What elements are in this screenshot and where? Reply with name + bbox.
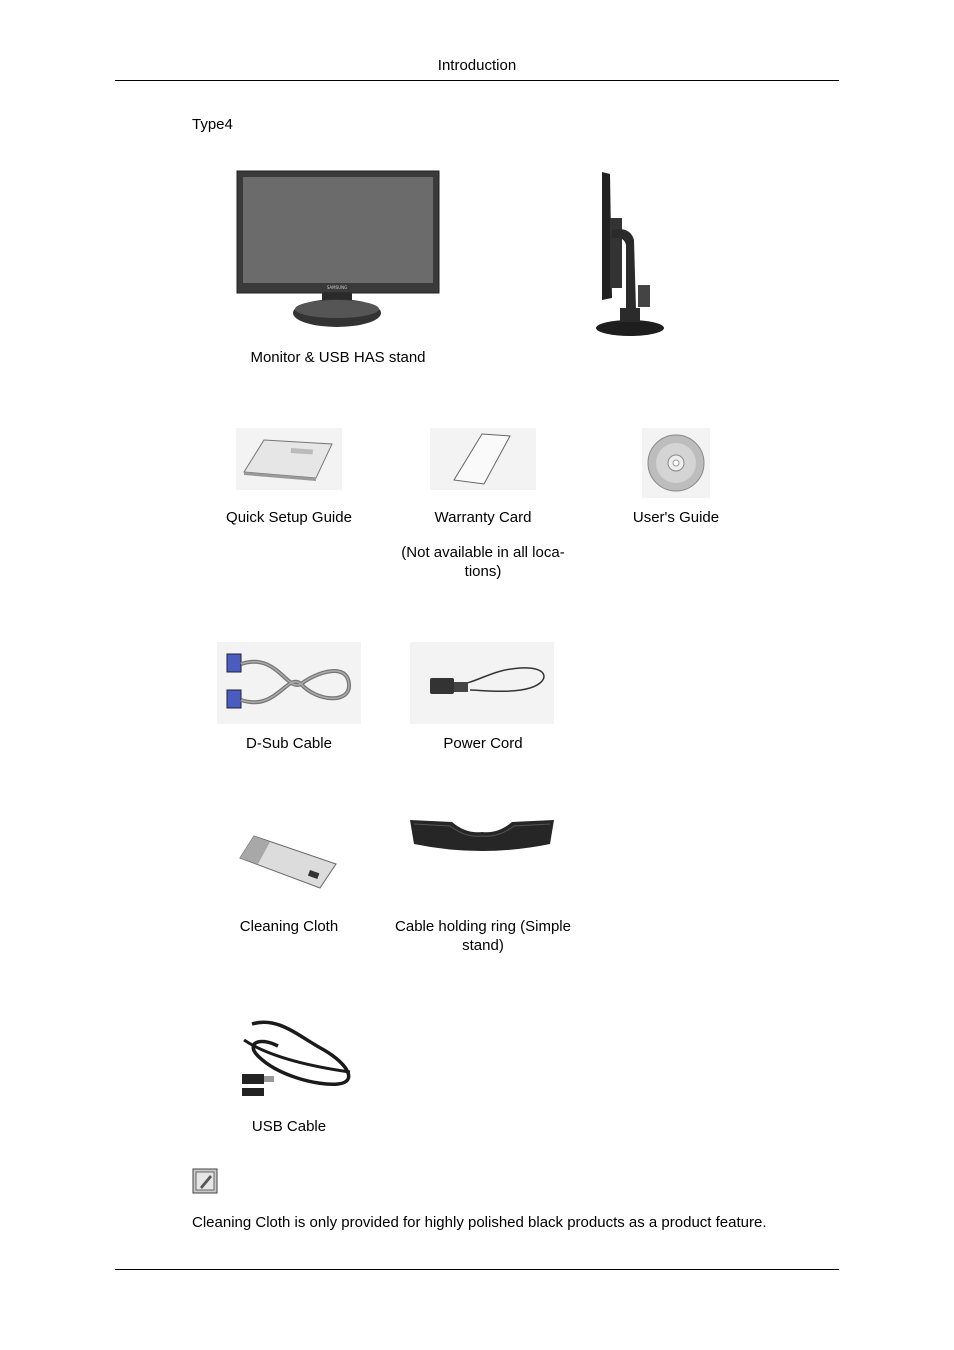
caption-warranty-card: Warranty Card <box>434 509 532 526</box>
monitor-front-image <box>236 170 440 330</box>
caption-warranty-note: (Not available in all loca-tions) <box>401 544 565 580</box>
caption-usb-cable: USB Cable <box>251 1118 327 1135</box>
warranty-card-image <box>430 428 536 490</box>
cable-holding-ring-image <box>406 816 558 858</box>
quick-setup-guide-image <box>236 428 342 490</box>
power-cord-image <box>410 642 554 724</box>
usb-cable-image <box>238 1016 358 1100</box>
note-icon <box>192 1168 218 1194</box>
caption-monitor: Monitor & USB HAS stand <box>250 349 426 366</box>
caption-cable-holding-ring: Cable holding ring (Simple stand) <box>395 918 571 954</box>
header-rule <box>115 80 839 81</box>
caption-power-cord: Power Cord <box>443 735 523 752</box>
monitor-brand-mark: SAMSUNG <box>326 285 348 290</box>
caption-users-guide: User's Guide <box>632 509 720 526</box>
users-guide-cd-image <box>642 428 710 498</box>
footer-rule <box>115 1269 839 1270</box>
page-header-title: Introduction <box>437 57 517 74</box>
caption-dsub-cable: D-Sub Cable <box>246 735 332 752</box>
section-label: Type4 <box>192 116 233 133</box>
monitor-side-image <box>590 170 670 338</box>
note-text: Cleaning Cloth is only provided for highly polished black products as a product feature. <box>192 1214 767 1231</box>
dsub-cable-image <box>217 642 361 724</box>
caption-cleaning-cloth: Cleaning Cloth <box>239 918 339 935</box>
caption-quick-setup-guide: Quick Setup Guide <box>226 509 352 526</box>
cleaning-cloth-image <box>236 830 340 892</box>
